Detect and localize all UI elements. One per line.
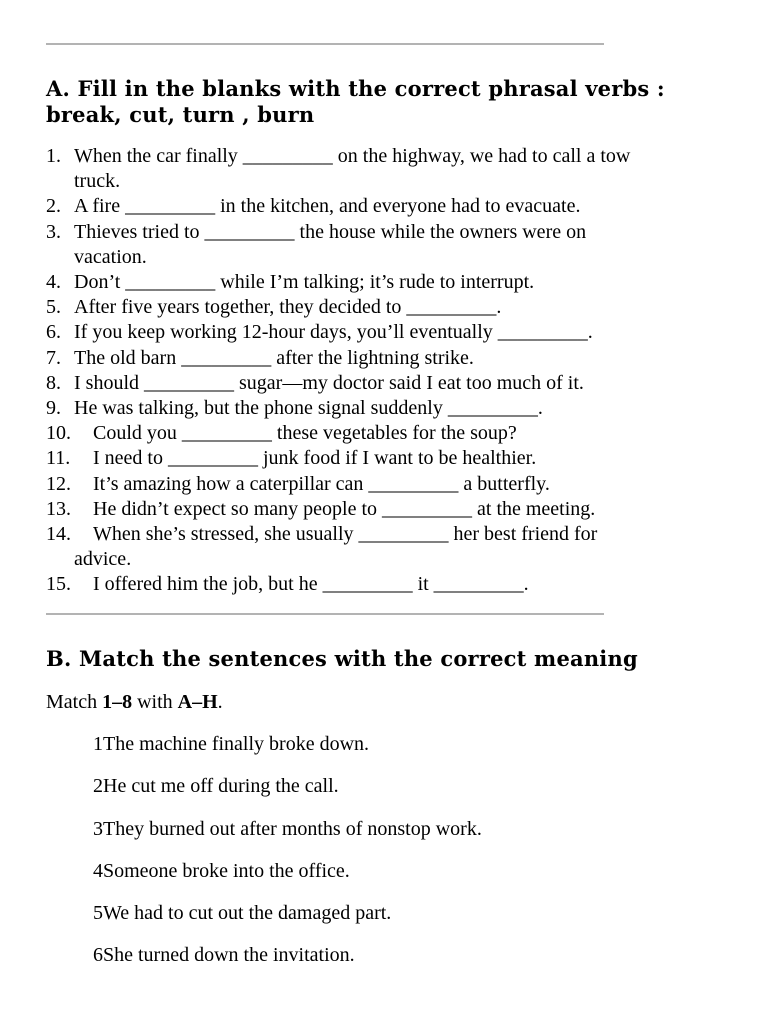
item-text: When the car finally _________ on the highway, we had to call a tow [74, 145, 631, 167]
item-number: 3. [46, 220, 61, 243]
match-sentence-5: 5We had to cut out the damaged part. [93, 902, 392, 924]
item-text-continued: truck. [74, 170, 121, 193]
item-text: After five years together, they decided to _________. [74, 296, 502, 319]
list-item [46, 295, 736, 320]
item-text: He was talking, but the phone signal suddenly _________. [74, 397, 543, 420]
item-number: 13. [46, 497, 71, 520]
item-number: 8. [46, 371, 61, 394]
instruction-text: . [217, 691, 223, 713]
item-number: 5. [46, 296, 61, 319]
list-item [46, 472, 736, 497]
match-sentence-1: 1The machine finally broke down. [93, 733, 370, 755]
section-a-heading [46, 76, 728, 128]
item-text: I offered him the job, but he _________ it _________. [93, 573, 529, 596]
item-number: 10. [46, 422, 71, 445]
item-text: Thieves tried to _________ the house while the owners were on [74, 220, 587, 243]
match-instruction [46, 690, 223, 714]
list-item [46, 371, 736, 396]
instruction-range-letters: A–H [177, 691, 218, 713]
list-item [46, 144, 736, 194]
list-item [46, 220, 736, 270]
item-text: Don’t _________ while I’m talking; it’s rude to interrupt. [74, 271, 535, 294]
match-sentence-4: 4Someone broke into the office. [93, 860, 350, 882]
item-number: 12. [46, 472, 71, 495]
item-number: 9. [46, 397, 61, 420]
item-number: 6. [46, 321, 61, 344]
item-text: He didn’t expect so many people to _________ at the meeting. [93, 497, 596, 520]
list-item [46, 270, 736, 295]
list-item [46, 446, 736, 471]
list-item [46, 572, 736, 597]
list-item [46, 320, 736, 345]
match-sentence-2: 2He cut me off during the call. [93, 775, 339, 797]
item-text: I need to _________ junk food if I want to be healthier. [93, 447, 537, 470]
list-item [46, 497, 736, 522]
list-item [46, 522, 736, 572]
item-text-continued: advice. [74, 548, 132, 571]
item-text: Could you _________ these vegetables for the soup? [93, 422, 517, 445]
item-text: If you keep working 12-hour days, you’ll eventually _________. [74, 321, 593, 344]
list-item [46, 194, 736, 219]
section-b-heading: B. Match the sentences with the correct meaning [46, 646, 638, 671]
item-number: 15. [46, 573, 71, 596]
item-text: I should _________ sugar—my doctor said I eat too much of it. [74, 371, 584, 394]
match-sentence-3: 3They burned out after months of nonstop work. [93, 818, 482, 840]
item-text: When she’s stressed, she usually _________ her best friend for [93, 523, 598, 546]
item-number: 7. [46, 346, 61, 369]
middle-divider [46, 613, 604, 615]
item-number: 4. [46, 271, 61, 294]
item-number: 1. [46, 145, 61, 167]
instruction-text: with [132, 691, 178, 713]
list-item [46, 421, 736, 446]
item-text: It’s amazing how a caterpillar can _________ a butterfly. [93, 472, 550, 495]
match-sentence-6: 6She turned down the invitation. [93, 944, 355, 966]
section-a-heading-line2: break, cut, turn , burn [46, 102, 315, 127]
item-text: A fire _________ in the kitchen, and everyone had to evacuate. [74, 195, 581, 218]
item-text: The old barn _________ after the lightning strike. [74, 346, 474, 369]
item-number: 11. [46, 447, 71, 470]
instruction-range-numbers: 1–8 [102, 691, 133, 713]
fill-in-list [46, 144, 736, 598]
item-number: 2. [46, 195, 61, 218]
instruction-text: Match [46, 691, 103, 713]
item-number: 14. [46, 523, 71, 546]
list-item [46, 396, 736, 421]
list-item [46, 346, 736, 371]
item-text-continued: vacation. [74, 245, 147, 268]
section-a-heading-line1: A. Fill in the blanks with the correct phrasal verbs : [46, 76, 665, 101]
top-divider [46, 43, 604, 45]
